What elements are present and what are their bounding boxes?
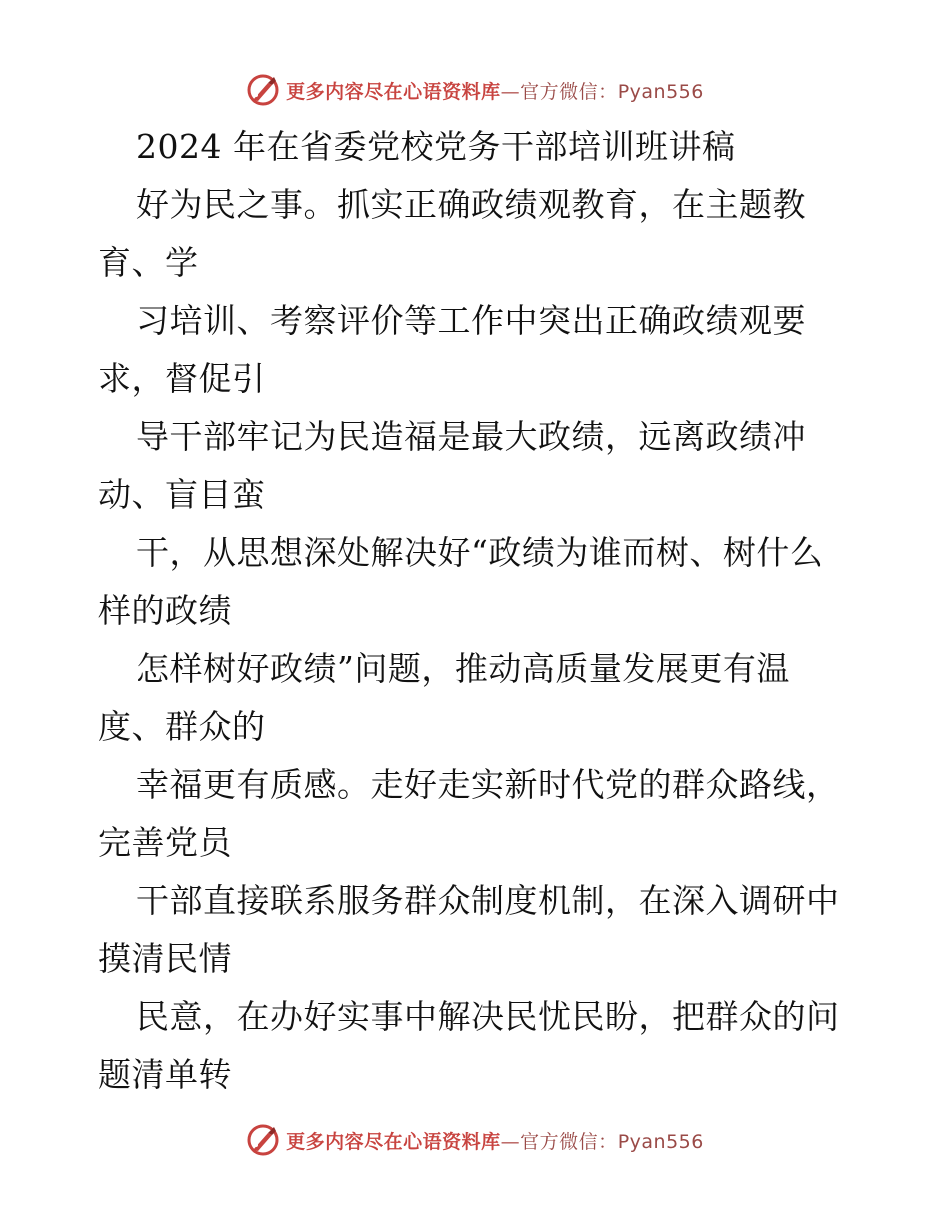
quill-pen-logo-icon	[246, 1123, 280, 1157]
paragraph-line: 导干部牢记为民造福是最大政绩，远离政绩冲	[136, 417, 806, 456]
paragraph-line: 摸清民情	[98, 939, 232, 978]
paragraph-line: 怎样树好政绩”问题，推动高质量发展更有温	[136, 649, 790, 688]
watermark-wechat-label: 官方微信：	[520, 1130, 618, 1153]
paragraph-line: 求，督促引	[98, 359, 266, 398]
paragraph-line: 好为民之事。抓实正确政绩观教育，在主题教	[136, 185, 806, 224]
footer-watermark-banner	[0, 1120, 950, 1160]
document-title: 2024 年在省委党校党务干部培训班讲稿	[136, 127, 736, 166]
watermark-wechat-label: 官方微信：	[520, 80, 618, 103]
paragraph-line: 动、盲目蛮	[98, 475, 266, 514]
watermark-dash: —	[500, 80, 521, 103]
watermark-dash: —	[500, 1130, 521, 1153]
paragraph-line: 干，从思想深处解决好“政绩为谁而树、树什么	[136, 533, 824, 572]
paragraph-line: 题清单转	[98, 1055, 232, 1094]
paragraph-line: 样的政绩	[98, 591, 232, 630]
paragraph-line: 幸福更有质感。走好走实新时代党的群众路线，	[136, 765, 840, 804]
watermark-text	[286, 1127, 704, 1154]
paragraph-line: 度、群众的	[98, 707, 266, 746]
paragraph-line: 育、学	[98, 243, 199, 282]
watermark-wechat-id: Pyan556	[617, 80, 704, 103]
paragraph-line: 习培训、考察评价等工作中突出正确政绩观要	[136, 301, 806, 340]
watermark-site-name: 更多内容尽在心语资料库	[286, 80, 501, 103]
paragraph-line: 民意，在办好实事中解决民忧民盼，把群众的问	[136, 997, 840, 1036]
watermark-site-name: 更多内容尽在心语资料库	[286, 1130, 501, 1153]
watermark-wechat-id: Pyan556	[617, 1130, 704, 1153]
paragraph-line: 干部直接联系服务群众制度机制，在深入调研中	[136, 881, 840, 920]
paragraph-line: 完善党员	[98, 823, 232, 862]
